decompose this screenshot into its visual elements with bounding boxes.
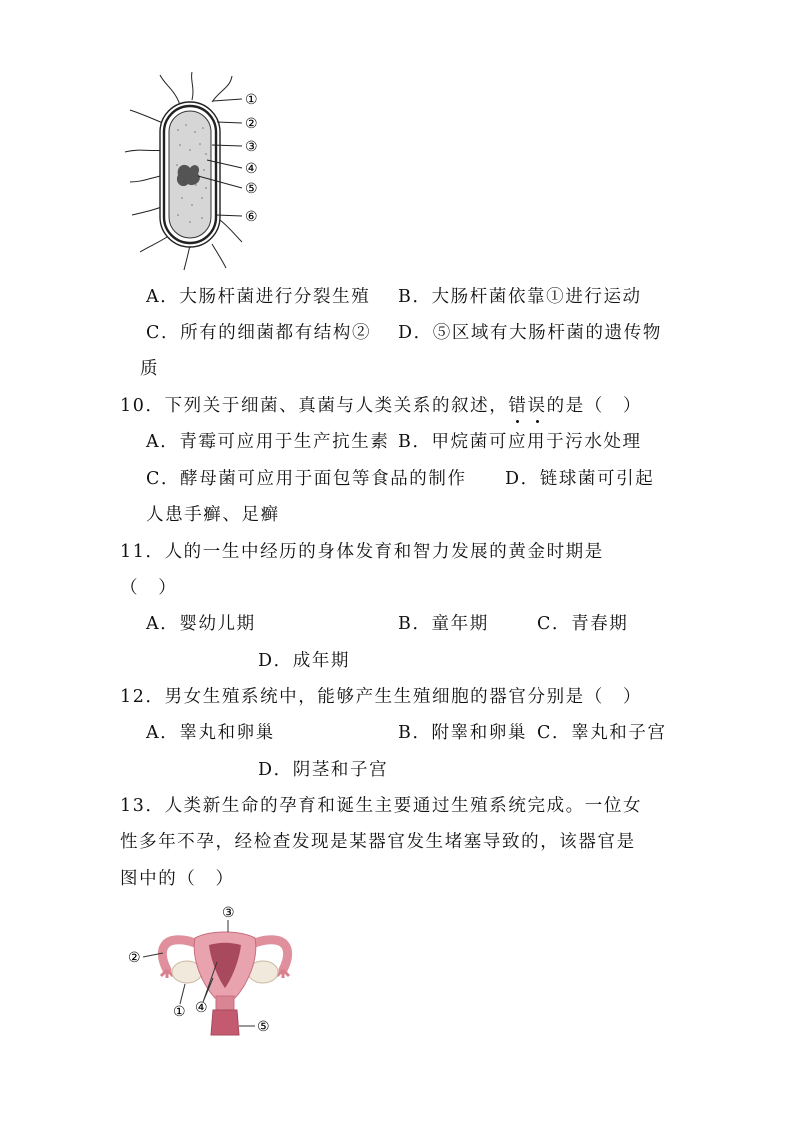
bacterium-label-1: ① [245, 92, 258, 108]
organ-label-4: ④ [195, 1000, 208, 1016]
q11-option-d: D．成年期 [258, 651, 351, 671]
q11-stem: 11．人的一生中经历的身体发育和智力发展的黄金时期是 [120, 542, 604, 562]
q11-option-a: A．婴幼儿期 [146, 614, 256, 634]
q9-option-d: D．⑤区域有大肠杆菌的遗传物 [398, 323, 662, 343]
q10-option-d-cont: 人患手癣、足癣 [146, 505, 280, 525]
q10-option-c: C．酵母菌可应用于面包等食品的制作 [146, 469, 467, 489]
q11-option-c: C．青春期 [537, 614, 629, 634]
q13-stem-line1: 13．人类新生命的孕育和诞生主要通过生殖系统完成。一位女 [120, 796, 643, 816]
q12-option-b: B．附睾和卵巢 [398, 723, 528, 743]
q10-stem-pre: 10．下列关于细菌、真菌与人类关系的叙述， [120, 396, 509, 416]
bacterium-diagram [120, 70, 280, 275]
organ-label-3: ③ [222, 905, 235, 921]
q9-option-c: C．所有的细菌都有结构② [146, 323, 372, 343]
q12-option-a: A．睾丸和卵巢 [146, 723, 275, 743]
q11-bracket: （ ） [120, 578, 178, 598]
q9-option-d-cont: 质 [140, 359, 160, 379]
q12-option-c: C．睾丸和子宫 [537, 723, 667, 743]
q10-emphasis-1: 错 [508, 396, 528, 416]
bacterium-label-3: ③ [245, 139, 258, 155]
bacterium-label-5: ⑤ [245, 181, 258, 197]
q9-option-a: A．大肠杆菌进行分裂生殖 [146, 287, 371, 307]
q10-option-b: B．甲烷菌可应用于污水处理 [398, 432, 642, 452]
organ-label-2: ② [128, 950, 141, 966]
q10-stem-post: 的是（ ） [546, 396, 643, 416]
q10-option-a: A．青霉可应用于生产抗生素 [146, 432, 390, 452]
female-reproductive-diagram [125, 900, 325, 1040]
organ-label-1: ① [173, 1004, 186, 1020]
q9-option-b: B．大肠杆菌依靠①进行运动 [398, 287, 642, 307]
q10-emphasis-2: 误 [527, 396, 547, 416]
q13-stem-line3: 图中的（ ） [120, 869, 235, 889]
q10-option-d: D．链球菌可引起 [505, 469, 655, 489]
bacterium-label-2: ② [245, 116, 258, 132]
q10-stem [120, 394, 642, 418]
organ-label-5: ⑤ [257, 1019, 270, 1035]
q13-stem-line2: 性多年不孕，经检查发现是某器官发生堵塞导致的，该器官是 [120, 832, 636, 852]
q12-stem: 12．男女生殖系统中，能够产生生殖细胞的器官分别是（ ） [120, 687, 643, 707]
q12-option-d: D．阴茎和子宫 [258, 760, 389, 780]
q11-option-b: B．童年期 [398, 614, 489, 634]
bacterium-label-4: ④ [245, 161, 258, 177]
bacterium-label-6: ⑥ [245, 209, 258, 225]
